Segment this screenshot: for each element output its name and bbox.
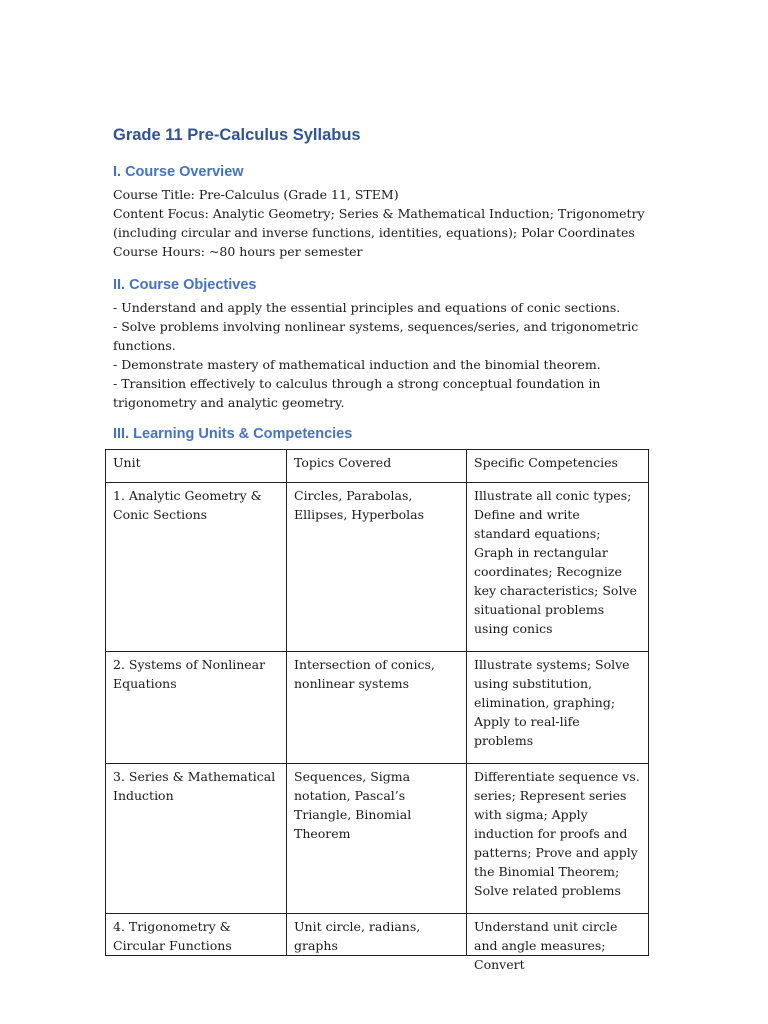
objective-item: - Demonstrate mastery of mathematical induction and the binomial theorem. <box>113 357 601 372</box>
unit-cell: 2. Systems of Nonlinear Equations <box>106 652 287 764</box>
topics-cell: Sequences, Sigma notation, Pascal’s Triangle, Binomial Theorem <box>287 764 467 914</box>
objective-item: - Understand and apply the essential principles and equations of conic sections. <box>113 300 621 315</box>
course-overview-section <box>113 162 653 261</box>
unit-cell-text: 4. Trigonometry & Circular Functions <box>113 919 232 953</box>
table-row <box>106 764 649 914</box>
course-title-line: Course Title: Pre-Calculus (Grade 11, STEM) <box>113 187 399 202</box>
topics-cell: Circles, Parabolas, Ellipses, Hyperbolas <box>287 483 467 652</box>
table-row <box>106 652 649 764</box>
unit-cell: 1. Analytic Geometry & Conic Sections <box>106 483 287 652</box>
topics-cell <box>287 914 467 956</box>
course-overview-heading: I. Course Overview <box>113 164 244 180</box>
course-objectives-section <box>113 275 653 412</box>
competencies-cell <box>467 914 649 972</box>
course-objectives-heading: II. Course Objectives <box>113 277 257 293</box>
competencies-cell: Illustrate systems; Solve using substitution, elimination, graphing; Apply to real-life problems <box>467 652 649 764</box>
column-header-topics: Topics Covered <box>287 450 467 483</box>
objective-item: - Solve problems involving nonlinear systems, sequences/series, and trigonometric functions. <box>113 319 639 353</box>
topics-cell: Intersection of conics, nonlinear systems <box>287 652 467 764</box>
column-header-competencies: Specific Competencies <box>467 450 649 483</box>
document-title: Grade 11 Pre-Calculus Syllabus <box>113 126 361 144</box>
column-header-unit: Unit <box>106 450 287 483</box>
competencies-cell-text: Understand unit circle and angle measures; Convert <box>474 919 618 972</box>
unit-cell <box>106 914 287 956</box>
competencies-cell: Differentiate sequence vs. series; Represent series with sigma; Apply induction for proofs and patterns; Prove and apply the Binomial Theorem; Solve related problems <box>467 764 649 914</box>
course-hours-line: Course Hours: ~80 hours per semester <box>113 244 363 259</box>
unit-cell: 3. Series & Mathematical Induction <box>106 764 287 914</box>
content-focus-line: Content Focus: Analytic Geometry; Series & Mathematical Induction; Trigonometry (including circular and inverse functions, identities, equations); Polar Coordinates <box>113 206 645 240</box>
table-header-row <box>106 450 649 483</box>
objective-item: - Transition effectively to calculus through a strong conceptual foundation in trigonometry and analytic geometry. <box>113 376 601 410</box>
learning-units-heading: III. Learning Units & Competencies <box>113 426 353 442</box>
table-row <box>106 914 649 956</box>
document-page <box>113 124 653 447</box>
table-row <box>106 483 649 652</box>
competencies-cell: Illustrate all conic types; Define and write standard equations; Graph in rectangular coordinates; Recognize key characteristics; Solve situational problems using conics <box>467 483 649 652</box>
learning-units-table <box>105 449 649 972</box>
topics-cell-text: Unit circle, radians, graphs <box>294 919 421 953</box>
